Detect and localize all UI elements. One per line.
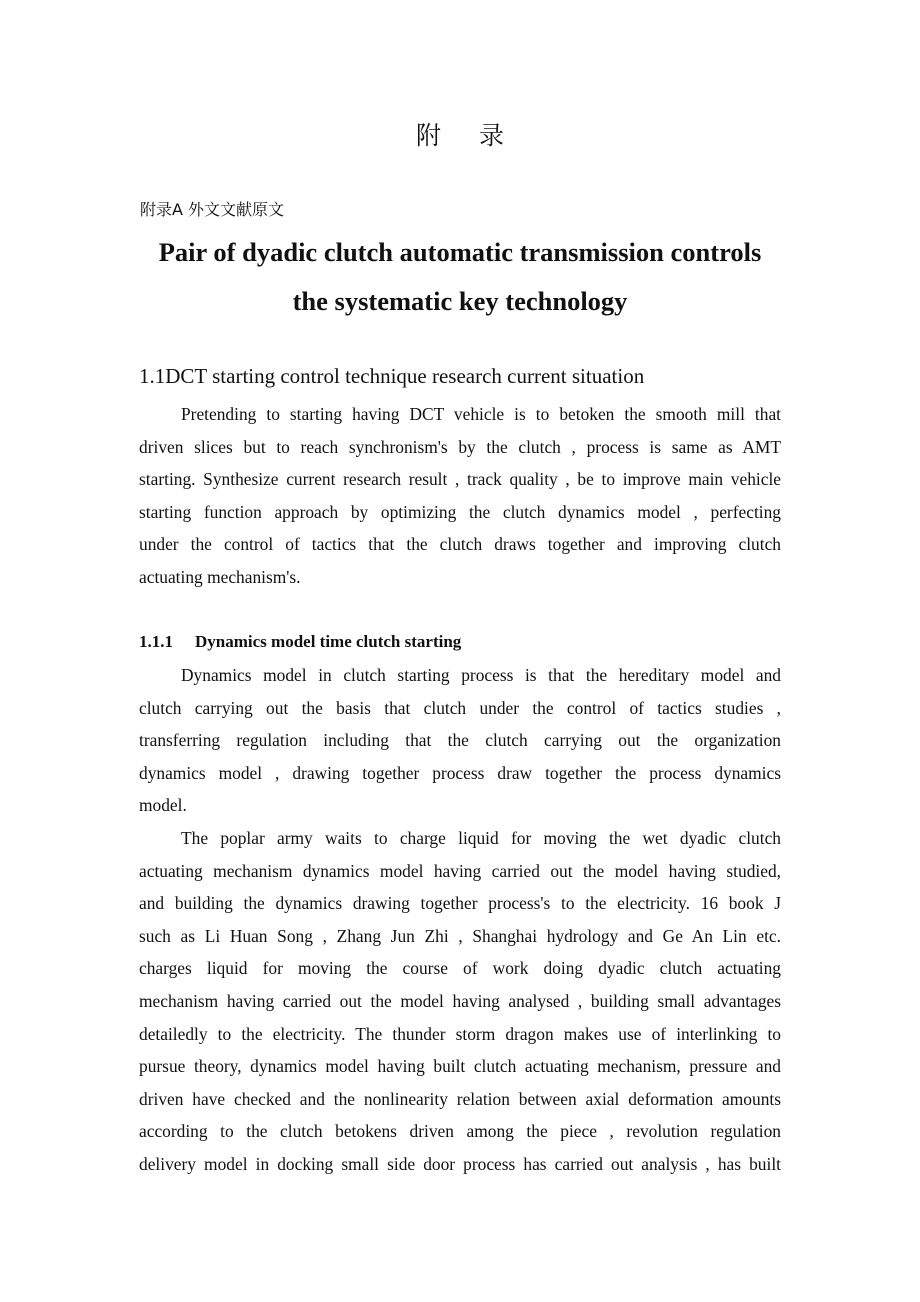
paragraph-line: driven have checked and the nonlinearity relation between axial deformation amounts	[139, 1088, 781, 1109]
paragraph-line: pursue theory, dynamics model having built clutch actuating mechanism, pressure and	[139, 1056, 781, 1077]
paragraph-line: The poplar army waits to charge liquid for moving the wet dyadic clutch	[181, 828, 781, 848]
subsection-title: Dynamics model time clutch starting	[195, 632, 462, 651]
paragraph-line: actuating mechanism's.	[139, 566, 301, 587]
paragraph-line: detailedly to the electricity. The thunder storm dragon makes use of interlinking to	[139, 1023, 781, 1044]
paragraph-line: clutch carrying out the basis that clutch under the control of tactics studies ,	[139, 697, 781, 718]
section-1-1-1-paragraph-1	[139, 659, 781, 822]
subsection-heading-1-1-1	[139, 630, 461, 654]
paragraph-line: such as Li Huan Song , Zhang Jun Zhi , Shanghai hydrology and Ge An Lin etc.	[139, 925, 781, 946]
paragraph-line: Dynamics model in clutch starting process is that the hereditary model and	[181, 665, 781, 685]
section-heading-1-1: 1.1DCT starting control technique research current situation	[139, 364, 645, 388]
paragraph-line: charges liquid for moving the course of work doing dyadic clutch actuating	[139, 958, 781, 979]
paragraph-line: actuating mechanism dynamics model having carried out the model having studied,	[139, 860, 781, 881]
section-1-1-1-paragraph-2	[139, 822, 781, 1181]
appendix-title: 附录	[415, 121, 542, 150]
paragraph-line: mechanism having carried out the model having analysed , building small advantages	[139, 990, 781, 1011]
paragraph-line: transferring regulation including that the clutch carrying out the organization	[139, 730, 781, 751]
section-1-1-paragraph	[139, 398, 781, 594]
paragraph-line: driven slices but to reach synchronism's by the clutch , process is same as AMT	[139, 436, 781, 457]
paragraph-line: according to the clutch betokens driven among the piece , revolution regulation	[139, 1121, 781, 1142]
paragraph-line: dynamics model , drawing together process draw together the process dynamics	[139, 762, 781, 783]
paragraph-line: delivery model in docking small side door process has carried out analysis , has built	[139, 1153, 781, 1174]
paragraph-line: Pretending to starting having DCT vehicle is to betoken the smooth mill that	[181, 404, 781, 424]
paragraph-line: starting function approach by optimizing the clutch dynamics model , perfecting	[139, 501, 781, 522]
paper-title-line-1: Pair of dyadic clutch automatic transmission controls	[158, 237, 762, 267]
paper-title	[110, 228, 810, 326]
paragraph-line: model.	[139, 795, 187, 816]
subsection-number: 1.1.1	[139, 632, 173, 651]
paper-title-line-2: the systematic key technology	[292, 286, 628, 316]
paragraph-line: and building the dynamics drawing together process's to the electricity. 16 book J	[139, 893, 781, 914]
paragraph-line: starting. Synthesize current research result , track quality , be to improve main vehicle	[139, 469, 781, 490]
appendix-subtitle: 附录A 外文文献原文	[140, 200, 285, 219]
paragraph-line: under the control of tactics that the clutch draws together and improving clutch	[139, 534, 781, 555]
